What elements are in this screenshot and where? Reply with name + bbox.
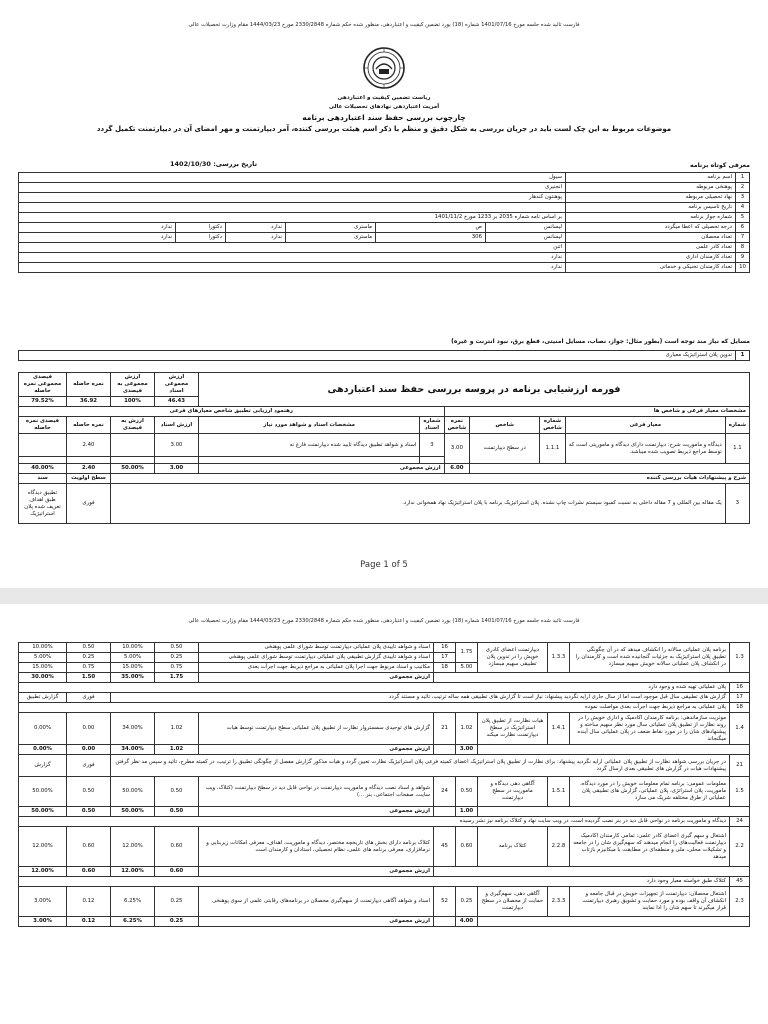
note-row: 16 پلان عملیاتی تهیه شده و وجود دارد xyxy=(19,683,750,693)
document-row: 17 اسناد و شواهد تاییدی گزارش تطبیقی پلان عملیاتی دیپارتمنت توسط شورای علمی پوهنځی 0.25 5.00% 0.25 5.00% xyxy=(19,653,750,663)
total-row: 3.00 ارزش مجموعی 1.02 34.00% 0.00 0.00% xyxy=(19,745,750,755)
page-header-text: فارست تائید شده جلسه مورخ 1401/07/16 شماره (18) یورد تضمین کیفیت و اعتباردهی، منظور شده حکم شماره 2330/2848 مورخ 1444/03/23 مقام وزارت تحصیلات عالی xyxy=(188,22,580,28)
org-title-2: آمریت اعتباردهی نهادهای تحصیلات عالی xyxy=(328,104,440,110)
intro-row: 1 اسم برنامه سیول xyxy=(19,173,750,183)
total-row: 4.00 ارزش مجموعی 0.25 6.25% 0.12 3.00% xyxy=(19,917,750,927)
instruction-text: موضوعات مربوط به این چک لست باید در جریان بررسی به شکل دقیق و منظم با ذکر اسم هیئت بررسی کننده، آمر دیپارتمنت و مهر امضای آن در دیپارتمنت تکمیل گردد xyxy=(96,125,672,133)
document-row: 5.00 18 مکاتیب و اسناد مربوط جهت اجرا پلان عملیاتی به مراجع ذیربط جهت اجرآت بعدی 0.75 15.00% 0.75 15.00% xyxy=(19,663,750,673)
intro-row: 3 نهاد تحصیلی مربوطه پوهنتون کندهار xyxy=(19,193,750,203)
students-row: 7 تعداد محصلان لیسانس 306 ماستری ندارد دکتورا ندارد xyxy=(19,233,750,243)
staff-row: 9 تعداد کارمندان اداری ندارد xyxy=(19,253,750,263)
page-number: Page 1 of 5 xyxy=(360,560,408,570)
program-intro-table xyxy=(18,172,750,273)
total-row: ارزش مجموعی 1.75 35.00% 1.50 30.00% xyxy=(19,673,750,683)
note-row: 17 گزارش های تطبیقی سال قبل موجود است اما از سال جاری ارایه نگردید پیشنهاد: نیاز است تا گزارش های تطبیقی همه ساله ترتیب، تائید و مستند گردد فوری گزارش تطبیق xyxy=(19,693,750,703)
note-row: 45 کتلاک طبق خواسته معیار وجود دارد xyxy=(19,877,750,887)
intro-row: 4 تاریخ تاسیس برنامه xyxy=(19,203,750,213)
recommendation-header-row: شرح و پیشنهادات هیأت بررسی کننده سطح اولویت سند xyxy=(19,474,750,484)
needs-table xyxy=(18,350,750,361)
intro-row: 2 پوهنځی مربوطه انجنیری xyxy=(19,183,750,193)
form-title: فورمه ارزشیابی برنامه در پروسه بررسی حفظ سند اعتباردهی xyxy=(199,373,750,407)
criterion-row: 1.3 برنامه پلان عملیاتی سالانه را انکشاف میدهد که در آن چگونگی تطبیق پلان استراتیژیک به جزئیات گنجانیده شده است و کارمندان را در انکشاف پلان عملیاتی سالانه خویش سهیم میسازد 1.3.3 دیپارتمنت اعضای کادری خویش را در تدوین پلان تطبیقی سهیم میسازد 1.75 16 اسناد و شواهد تاییدی پلان عملیاتی دیپارتمنت توسط شورای علمی پوهنځی 0.50 10.00% 0.50 10.00% xyxy=(19,643,750,653)
column-header-row: شماره معیار فرعی شماره شاخص شاخص نمره شاخص شماره اسناد مشخصات اسناد و شواهد مورد نیاز ارزش اسناد ارزش به فیصدی نمره حاصله فیصدی نمره حاصله xyxy=(19,417,750,434)
criterion-row: 1.4 موثریت سازماندهی: برنامه کارمندان اکادمیک و اداری خویش را در روند نظارت از تطبیق پلان عملیاتی سال مورد نظر سهیم ساخته و پیشنهادهای شان را در مورد نقاط ضعف در پلان عملیاتی سال آینده میگنجاند 1.4.1 هیات نظارت، از تطبیق پلان استراتیژیک در سطح دیپارتمنت نظارت میکند 1.02 21 گزارش های توحیدی سمستروار نظارت از تطبیق پلان عملیاتی سطح دیپارتمنت توسط هیات 1.02 34.00% 0.00 0.00% xyxy=(19,713,750,745)
document-title: چارچوب بررسی حفظ سند اعتباردهی برنامه xyxy=(302,113,466,122)
note-row: 21 در جریان بررسی شواهد نظارت از تطبیق پلان عملیاتی ارایه نگردید پیشنهاد: برای نظارت از تطبیق پلان استراتیژیک اعضای کمیته فرعی پلان استراتیژیک نظارت تعیین گردد و هیات مذکور گزارش مفصل از چگونگی تطبیق را ترتیب، در کمیته مطرح، تائید و سپس مد نظر گرفتن پیشنهادات هیات در گزارش های تطبیقی بعدی ارسال گردد فوری گزارش xyxy=(19,755,750,777)
evaluation-continuation-table xyxy=(18,642,750,927)
page-header-text: فارست تائید شده جلسه مورخ 1401/07/16 شماره (18) یورد تضمین کیفیت و اعتباردهی، منظور شده حکم شماره 2330/2848 مورخ 1444/03/23 مقام وزارت تحصیلات عالی xyxy=(188,618,580,624)
needs-row: 1 تدوین پلان استراتیژیک معیاری xyxy=(19,351,750,361)
intro-row: 5 شماره جواز برنامه بر اساس نامه شماره 2035 بر 1233 مورخ 1401/11/2 xyxy=(19,213,750,223)
criterion-row: 1.5 معلومات عمومی: برنامه تمام معلومات خویش را در مورد دیدگاه، ماموریت، پلان استراتژی، پلان عملیاتی، گزارش های تطبیقی پلان عملیاتی از طرق مختلفه شریک می سازد 1.5.1 آگاهی دهی دیدگاه و ماموریت در سطح دیپارتمنت 0.50 24 شواهد و اسناد نصب دیدگاه و ماموریت دیپارتمنت در نواحی قابل دید در سطح دیپارتمنت (کتلاک، ویب سایت، صفحات اجتماعی، بنر ...) 0.50 50.00% 0.50 50.00% xyxy=(19,777,750,807)
review-date: تاریخ بررسی: 1402/10/30 xyxy=(170,160,258,168)
staff-row: 10 تعداد کارمندان تخنیکی و خدماتی ندارد xyxy=(19,263,750,273)
total-row: 6.00 ارزش مجموعی 3.00 50.00% 2.40 40.00% xyxy=(19,464,750,474)
criterion-row: 2.2 اشتغال و سهم گیری اعضای کادر علمی: تمامی کارمندان اکادمیک دیپارتمنت فعالیت‌های را انجام میدهند که سهم‌گیری شان را در جامعه و تشکیلات محلی، ملی و منطقه‌ای در مطابقت با میکانیزم بازتاب میدهد 2.2.8 کتلاک برنامه 0.60 45 کتلاک برنامه دارای بخش های تاریخچه مختصر، دیدگاه و ماموریت، اهداف، معرفی امکانات زیربنایی و نرمافزاری، معرفی برنامه های علمی، نظام تحصیلی، استادان و کارمندان است 0.60 12.00% 0.60 12.00% xyxy=(19,827,750,867)
needs-section-title: مسایل که نیاز مند توجه است (بطور مثال: جواز، نصاب، مسایل امنیتی، قطع برق، نبود انترنت و غیره) xyxy=(451,338,750,345)
total-row: 1.00 ارزش مجموعی 0.50 50.00% 0.50 50.00% xyxy=(19,807,750,817)
document-page-2 xyxy=(0,604,768,1024)
org-title-1: ریاست تضمین کیفیت و اعتباردهی xyxy=(337,95,431,101)
note-row: 18 پلان عملیاتی به مراجع ذیربط جهت اجرآت بعدی مواصلت نموده xyxy=(19,703,750,713)
intro-section-title: معرفی کوتاه برنامه xyxy=(690,162,750,169)
degree-row: 6 درجه تحصیلی که اعطا میگردد لیسانس ص ماستری ندارد دکتورا ندارد xyxy=(19,223,750,233)
institution-seal-logo xyxy=(362,46,406,90)
form-title-row: فورمه ارزشیابی برنامه در پروسه بررسی حفظ سند اعتباردهی ارزش مجموعی اسناد ارزش مجموعی به فیصدی نمره حاصله فیصدی مجموعی نمره حاصله xyxy=(19,373,750,397)
criterion-row: 2.3 اشتغال محصلان: دیپارتمنت از تجهیزات خویش در قبال جامعه و انکشاف آن واقف بوده و مورد حمایت و تشویق رهبری دیپارتمنت قرار میگیرند تا سهم شان را ادا نمایند 2.3.3 آگاهی دهی، سهم‌گیری و حمایت از محصلان در سطح دیپارتمنت 0.25 52 اسناد و شواهد آگاهی دیپارتمنت از سهم‌گیری محصلان در برنامه‌های رقابتی علمی از سوی پوهنځی 0.25 6.25% 0.12 3.00% xyxy=(19,887,750,917)
summary-values-row: 46.43 100% 36.92 79.52% xyxy=(19,397,750,407)
evaluation-form-table xyxy=(18,372,750,524)
note-row: 24 دیدگاه و ماموریت برنامه در نواحی قابل دید در بنر نصب گردیده است، در ویب سایت نهاد و کتلاک برنامه نیز نشر رسیده xyxy=(19,817,750,827)
recommendation-row: 3 یک مقاله بین المللی و 7 مقاله داخلی به نسبت کمبود سیستم نشرات چاپ نشده. پلان استراتیژیک برنامه با پلان استراتیژیک نهاد همخوانی ندارد. فوری تطبیق دیدگاه طبق اهداف تعریف شده پلان استراتیژیک xyxy=(19,484,750,524)
subtitle-row: مشخصات معیار فرعی و شاخص ها رهنمود ارزیابی تطبیق شاخص معیارهای فرعی xyxy=(19,407,750,417)
criterion-row: 1.1 دیدگاه و ماموریت شرح: دیپارتمنت دارای دیدگاه و ماموریتی است که توسط مراجع ذیربط تصویب شده میباشد. 1.1.1 در سطح دیپارتمنت 3.00 3 اسناد و شواهد تطبیق دیدگاه تایید شده دیپارتمنت فارغ نه 3.00 2.40 xyxy=(19,434,750,457)
staff-row: 8 تعداد کادر علمی اتنن xyxy=(19,243,750,253)
total-row: ارزش مجموعی 0.60 12.00% 0.60 12.00% xyxy=(19,867,750,877)
